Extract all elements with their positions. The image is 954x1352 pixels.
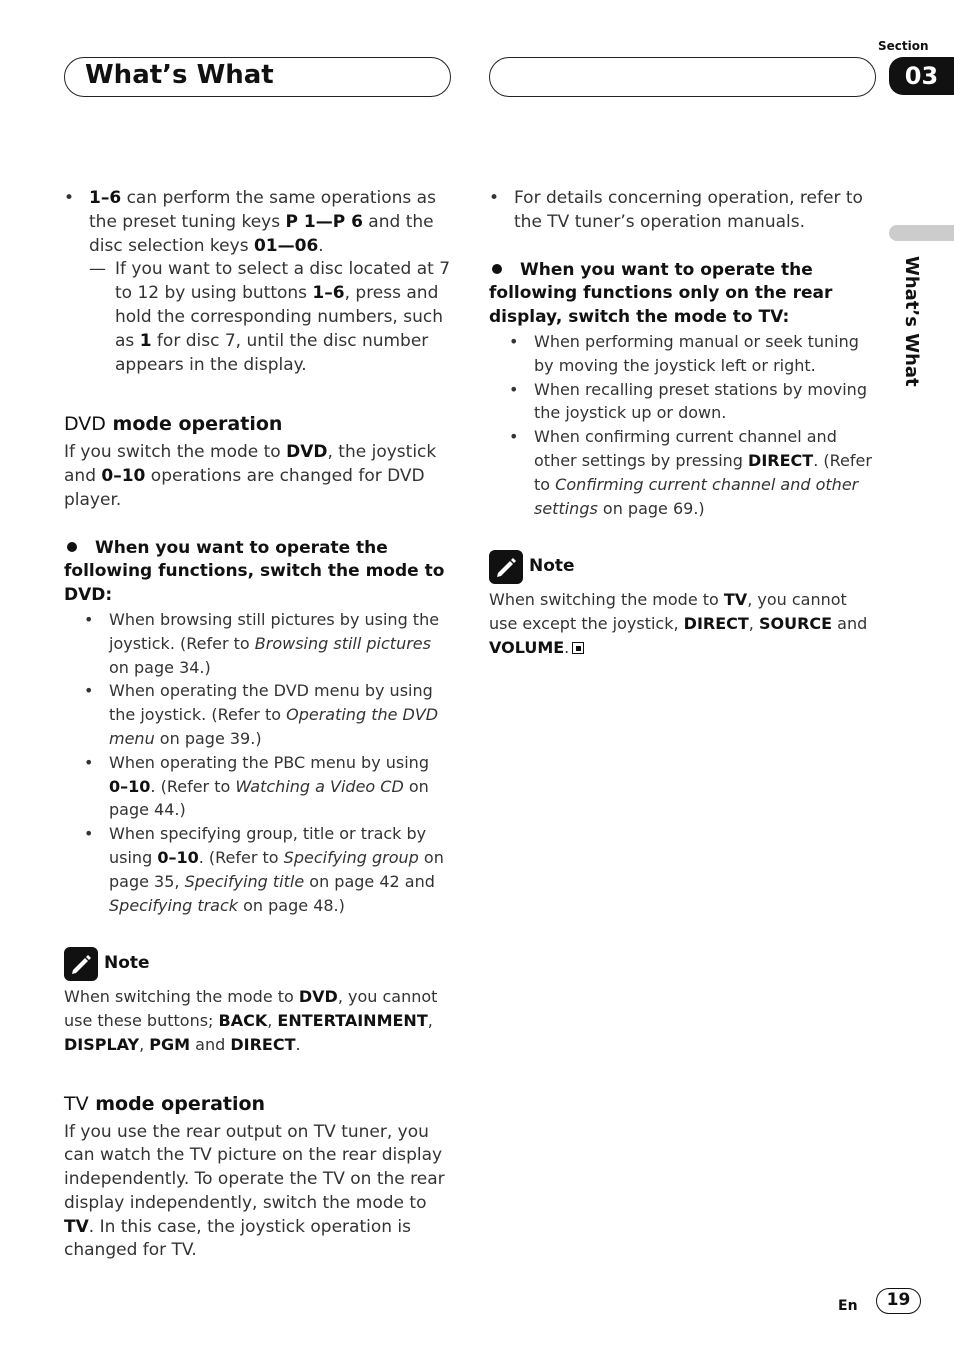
note-header xyxy=(489,550,877,584)
end-mark-icon xyxy=(572,642,584,654)
list-item: • When browsing still pictures by using the joystick. (Refer to Browsing still pictures on page 34.) xyxy=(64,608,452,679)
list-item: • When performing manual or seek tuning by moving the joystick left or right. xyxy=(489,330,877,378)
list-item: • When recalling preset stations by moving the joystick up or down. xyxy=(489,378,877,426)
note-text: When switching the mode to TV, you cannot use except the joystick, DIRECT, SOURCE and VOLUME. xyxy=(489,590,868,657)
note-title: Note xyxy=(529,556,575,577)
dot-bullet-icon xyxy=(492,264,502,274)
left-column xyxy=(64,187,452,1263)
list-item: • When operating the DVD menu by using the joystick. (Refer to Operating the DVD menu on page 39.) xyxy=(64,679,452,750)
note-title: Note xyxy=(104,953,150,974)
side-tab-marker xyxy=(889,225,954,241)
dot-bullet-icon xyxy=(67,542,77,552)
note-header xyxy=(64,947,452,981)
dvd-sub-heading: When you want to operate the following functions, switch the mode to DVD: xyxy=(64,537,445,606)
list-item: • When confirming current channel and other settings by pressing DIRECT. (Refer to Confirming current channel and other settings on page 69.) xyxy=(489,425,877,520)
right-column xyxy=(489,187,877,660)
dash-item: — If you want to select a disc located at 7 to 12 by using buttons 1–6, press and hold the corresponding numbers, such as 1 for disc 7, until the disc number appears in the display. xyxy=(64,258,452,377)
page-number: 19 xyxy=(876,1288,921,1314)
header-blank-frame xyxy=(489,57,876,97)
tv-mode-heading: TV mode operation xyxy=(64,1092,266,1115)
side-tab-label: What’s What xyxy=(901,256,922,387)
list-item: • When operating the PBC menu by using 0–10. (Refer to Watching a Video CD on page 44.) xyxy=(64,751,452,822)
pencil-note-icon xyxy=(489,550,523,584)
list-item: • 1–6 can perform the same operations as the preset tuning keys P 1—P 6 and the disc selection keys 01—06. xyxy=(64,187,452,258)
list-item: • When specifying group, title or track by using 0–10. (Refer to Specifying group on page 35, Specifying title on page 42 and Specifying track on page 48.) xyxy=(64,822,452,917)
dvd-mode-heading: DVD mode operation xyxy=(64,413,283,436)
pencil-note-icon xyxy=(64,947,98,981)
section-number: 03 xyxy=(889,57,954,95)
note-text: When switching the mode to DVD, you cannot use these buttons; BACK, ENTERTAINMENT, DISPLAY, PGM and DIRECT. xyxy=(64,987,438,1054)
dvd-mode-paragraph: If you switch the mode to DVD, the joystick and 0–10 operations are changed for DVD player. xyxy=(64,442,437,510)
page-title: What’s What xyxy=(85,60,274,90)
list-item: • For details concerning operation, refer to the TV tuner’s operation manuals. xyxy=(489,187,877,235)
section-label: Section xyxy=(878,39,929,53)
language-label: En xyxy=(838,1298,858,1314)
tv-mode-paragraph: If you use the rear output on TV tuner, you can watch the TV picture on the rear display independently. To operate the TV on the rear display independently, switch the mode to TV. In this case, the joystick operation is changed for TV. xyxy=(64,1121,445,1261)
tv-sub-heading: When you want to operate the following functions only on the rear display, switch the mode to TV: xyxy=(489,259,833,328)
